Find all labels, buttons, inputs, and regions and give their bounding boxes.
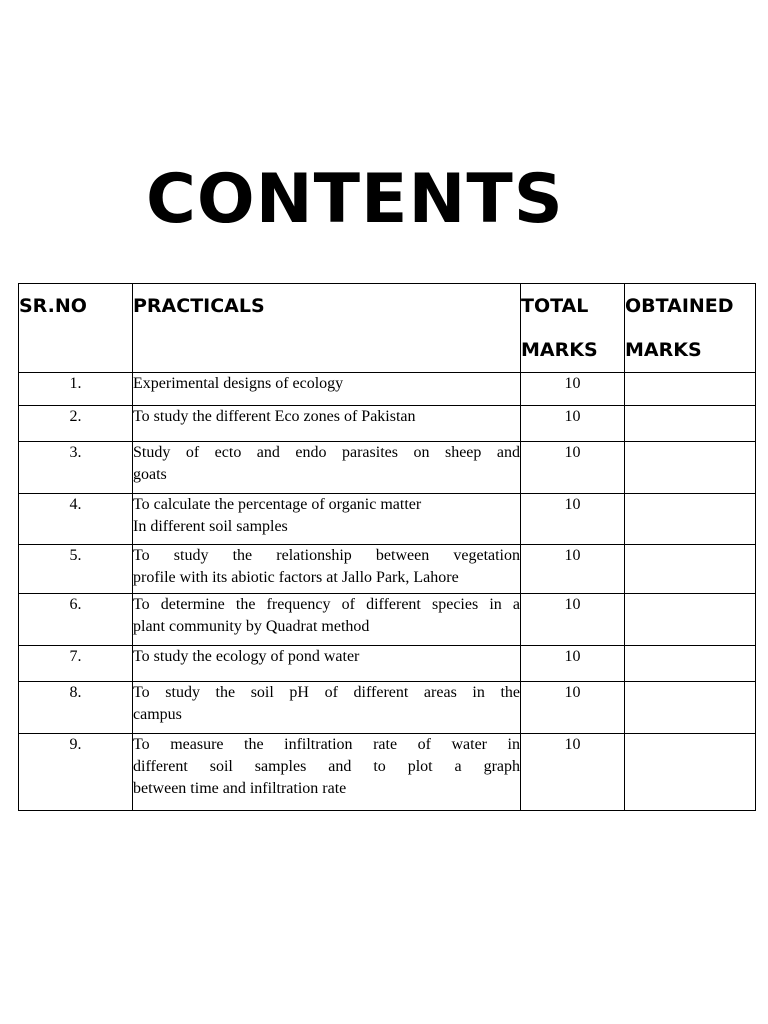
- header-sr-no-line: SR.NO: [19, 295, 87, 317]
- practical-line: different soil samples and to plot a graph: [133, 758, 520, 775]
- header-sr-no: [19, 284, 133, 373]
- total-marks-cell: 10: [521, 734, 625, 811]
- header-obtained-marks: [625, 284, 756, 373]
- total-marks-cell: 10: [521, 373, 625, 406]
- practical-cell: [133, 682, 521, 734]
- practical-cell: [133, 734, 521, 811]
- practical-cell: [133, 373, 521, 406]
- practical-line: To study the different Eco zones of Pakistan: [133, 408, 416, 425]
- practical-line: To determine the frequency of different species in a: [133, 596, 520, 613]
- obtained-marks-cell: [625, 682, 756, 734]
- table-row: [19, 442, 756, 494]
- practical-line: To calculate the percentage of organic matter: [133, 496, 422, 513]
- page-title: CONTENTS: [146, 160, 564, 239]
- practical-line: campus: [133, 706, 182, 723]
- practical-line: Study of ecto and endo parasites on sheep and: [133, 444, 520, 461]
- practical-line: In different soil samples: [133, 518, 288, 535]
- practical-line: profile with its abiotic factors at Jallo Park, Lahore: [133, 569, 459, 586]
- obtained-marks-cell: [625, 406, 756, 442]
- total-marks-cell: 10: [521, 646, 625, 682]
- table-row: [19, 646, 756, 682]
- sr-no-cell: 2.: [19, 406, 133, 442]
- obtained-marks-cell: [625, 545, 756, 594]
- table-row: [19, 406, 756, 442]
- practical-cell: [133, 545, 521, 594]
- table-row: [19, 734, 756, 811]
- sr-no-cell: 8.: [19, 682, 133, 734]
- obtained-marks-cell: [625, 494, 756, 545]
- header-total-marks: [521, 284, 625, 373]
- practical-line: goats: [133, 466, 167, 483]
- sr-no-cell: 4.: [19, 494, 133, 545]
- practical-line: plant community by Quadrat method: [133, 618, 370, 635]
- table-row: [19, 545, 756, 594]
- header-total-marks-line: TOTAL: [521, 295, 589, 317]
- obtained-marks-cell: [625, 442, 756, 494]
- total-marks-cell: 10: [521, 545, 625, 594]
- table-row: [19, 373, 756, 406]
- total-marks-cell: 10: [521, 594, 625, 646]
- practical-line: To study the ecology of pond water: [133, 648, 360, 665]
- sr-no-cell: 1.: [19, 373, 133, 406]
- practical-line: To measure the infiltration rate of water in: [133, 736, 520, 753]
- sr-no-cell: 5.: [19, 545, 133, 594]
- header-obtained-marks-line: MARKS: [625, 339, 702, 361]
- practical-cell: [133, 494, 521, 545]
- sr-no-cell: 7.: [19, 646, 133, 682]
- total-marks-cell: 10: [521, 406, 625, 442]
- sr-no-cell: 9.: [19, 734, 133, 811]
- practical-line: To study the relationship between vegetation: [133, 547, 520, 564]
- practical-cell: [133, 646, 521, 682]
- practical-cell: [133, 442, 521, 494]
- sr-no-cell: 3.: [19, 442, 133, 494]
- contents-table: [18, 283, 756, 811]
- obtained-marks-cell: [625, 594, 756, 646]
- header-practicals: [133, 284, 521, 373]
- practical-line: To study the soil pH of different areas in the: [133, 684, 520, 701]
- total-marks-cell: 10: [521, 494, 625, 545]
- table-row: [19, 494, 756, 545]
- header-practicals-line: PRACTICALS: [133, 295, 265, 317]
- obtained-marks-cell: [625, 373, 756, 406]
- practical-cell: [133, 594, 521, 646]
- table-row: [19, 594, 756, 646]
- total-marks-cell: 10: [521, 442, 625, 494]
- practical-cell: [133, 406, 521, 442]
- table-row: [19, 682, 756, 734]
- obtained-marks-cell: [625, 646, 756, 682]
- header-obtained-marks-line: OBTAINED: [625, 295, 734, 317]
- practical-line: Experimental designs of ecology: [133, 375, 344, 392]
- total-marks-cell: 10: [521, 682, 625, 734]
- sr-no-cell: 6.: [19, 594, 133, 646]
- header-total-marks-line: MARKS: [521, 339, 598, 361]
- practical-line: between time and infiltration rate: [133, 780, 347, 797]
- header-row: [19, 284, 756, 373]
- obtained-marks-cell: [625, 734, 756, 811]
